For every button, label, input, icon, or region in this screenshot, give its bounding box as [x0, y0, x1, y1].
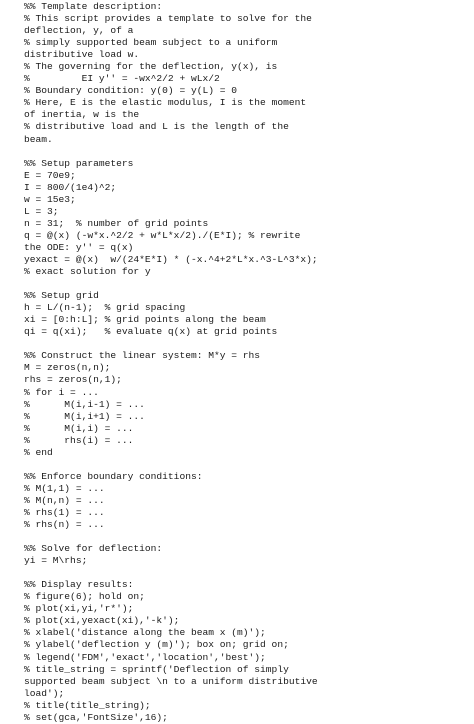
code-line: % rhs(i) = ... [24, 434, 134, 446]
code-line: % Boundary condition: y(0) = y(L) = 0 [24, 85, 238, 97]
code-line: load'); [24, 687, 65, 699]
code-line: % set(gca,'FontSize',16); [24, 711, 168, 723]
code-line: % plot(xi,yexact(xi),'-k'); [24, 615, 180, 627]
code-line: %% Solve for deflection: [24, 543, 163, 555]
code-line: % for i = ... [24, 386, 99, 398]
code-line: q = @(x) (-w*x.^2/2 + w*L*x/2)./(E*I); % rewrite [24, 229, 301, 241]
code-line: rhs = zeros(n,1); [24, 374, 122, 386]
code-line: % distributive load and L is the length of the [24, 121, 289, 133]
code-line: deflection, y, of a [24, 25, 134, 37]
code-line: I = 800/(1e4)^2; [24, 181, 117, 193]
code-line [24, 146, 464, 158]
code-line: yi = M\rhs; [24, 555, 88, 567]
code-line: % figure(6); hold on; [24, 591, 145, 603]
code-line: %% Template description: [24, 1, 163, 12]
code-line: %% Construct the linear system: M*y = rhs [24, 350, 261, 362]
code-line: % M(i,i-1) = ... [24, 398, 145, 410]
code-line: h = L/(n-1); % grid spacing [24, 302, 186, 314]
code-line: beam. [24, 133, 53, 145]
code-line: % simply supported beam subject to a uniform [24, 37, 278, 49]
code-line: the ODE: y'' = q(x) [24, 241, 134, 253]
code-line: %% Setup parameters [24, 157, 134, 169]
code-line: yexact = @(x) w/(24*E*I) * (-x.^4+2*L*x.^3-L^3*x); [24, 253, 318, 265]
code-line: qi = q(xi); % evaluate q(x) at grid points [24, 326, 278, 338]
code-line: %% Setup grid [24, 290, 99, 302]
code-line [24, 531, 464, 543]
code-line: % plot(xi,yi,'r*'); [24, 603, 134, 615]
code-line: % rhs(1) = ... [24, 506, 105, 518]
code-line: % EI y'' = -wx^2/2 + wLx/2 [24, 73, 220, 85]
code-line: xi = [0:h:L]; % grid points along the beam [24, 314, 266, 326]
code-line: n = 31; % number of grid points [24, 217, 209, 229]
code-line: supported beam subject \n to a uniform distributive [24, 675, 318, 687]
code-line: % The governing for the deflection, y(x), is [24, 61, 278, 73]
code-line: % M(i,i) = ... [24, 422, 134, 434]
code-line: M = zeros(n,n); [24, 362, 111, 374]
code-line: % title(title_string); [24, 699, 151, 711]
code-line: % title_string = sprintf('Deflection of simply [24, 663, 289, 675]
code-line: % rhs(n) = ... [24, 519, 105, 531]
code-line: distributive load w. [24, 49, 140, 61]
code-line: % Here, E is the elastic modulus, I is the moment [24, 97, 307, 109]
code-line: of inertia, w is the [24, 109, 140, 121]
code-line: %% Display results: [24, 579, 134, 591]
code-line: w = 15e3; [24, 193, 76, 205]
code-line: E = 70e9; [24, 169, 76, 181]
code-line [24, 338, 464, 350]
code-line: % M(n,n) = ... [24, 494, 105, 506]
code-line: % M(i,i+1) = ... [24, 410, 145, 422]
code-line: % M(1,1) = ... [24, 482, 105, 494]
code-line [24, 459, 464, 471]
code-line: % xlabel('distance along the beam x (m)'); [24, 627, 266, 639]
code-listing [24, 1, 464, 724]
code-line [24, 567, 464, 579]
code-line: % exact solution for y [24, 266, 151, 278]
code-line: % ylabel('deflection y (m)'); box on; grid on; [24, 639, 289, 651]
code-line: %% Enforce boundary conditions: [24, 470, 203, 482]
code-line: % legend('FDM','exact','location','best'); [24, 651, 266, 663]
code-line [24, 278, 464, 290]
code-line: % end [24, 446, 53, 458]
code-line: L = 3; [24, 205, 59, 217]
code-line: % This script provides a template to solve for the [24, 13, 312, 25]
